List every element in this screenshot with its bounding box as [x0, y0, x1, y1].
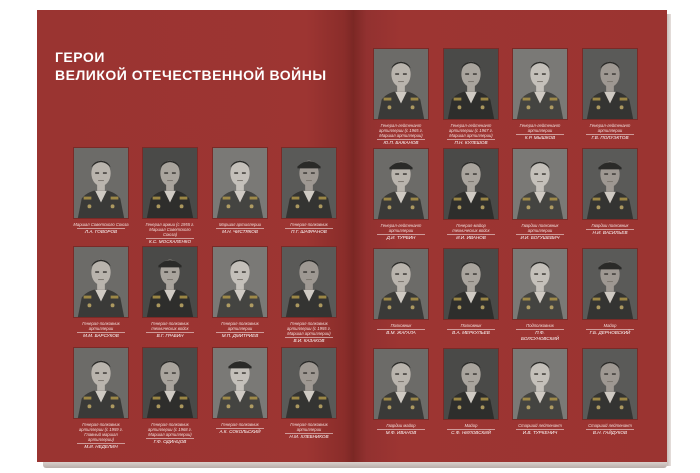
portrait-rank: Старший лейтенант	[518, 423, 562, 428]
portrait-card	[373, 348, 429, 436]
portrait-card	[443, 148, 499, 241]
portrait-rank: Генерал-полковник	[290, 222, 328, 227]
portrait-name: К.С. МОСКАЛЕНКО	[146, 238, 194, 245]
portrait-name: М.Н. ЧИСТЯКОВ	[216, 228, 264, 235]
left-page	[37, 10, 354, 462]
portrait-rank: Генерал-полковник	[221, 422, 259, 427]
portrait-photo	[373, 148, 429, 220]
portrait-card	[582, 48, 638, 141]
portrait-photo	[582, 348, 638, 420]
portrait-name: Н.М. ХЛЕБНИКОВ	[285, 433, 333, 440]
portrait-name: Г.Б. ДЕРНОВСКИЙ	[586, 329, 634, 336]
portrait-name: Г.Ф. ОДИНЦОВ	[146, 438, 194, 445]
portrait-rank: Полковник	[390, 323, 412, 328]
portrait-name: И.И. ИВАНОВ	[447, 234, 495, 241]
portrait-card	[443, 348, 499, 436]
portrait-card	[281, 347, 337, 440]
portrait-rank: Маршал Советского Союза	[73, 222, 129, 227]
portrait-name: М.П. ДМИТРИЕВ	[216, 332, 264, 339]
portrait-photo	[443, 48, 499, 120]
portrait-rank: Генерал-полковник артиллерии (с 1968 г. Маршал артиллерии)	[147, 422, 193, 437]
portrait-name: Л.А. ГОВОРОВ	[77, 228, 125, 235]
portrait-card	[212, 347, 268, 435]
portrait-photo	[443, 248, 499, 320]
portrait-rank: Генерал-лейтенант артиллерии	[589, 123, 631, 133]
portrait-name: М.И. НЕДЕЛИН	[77, 443, 125, 450]
portrait-card	[582, 248, 638, 336]
portrait-rank: Майор	[464, 423, 478, 428]
portrait-rank: Полковник	[460, 323, 482, 328]
portrait-rank: Подполковник	[526, 323, 554, 328]
portrait-name: П.Ф. БОЛСУНОВСКИЙ	[516, 329, 564, 342]
portrait-rank: Гвардии полковник артиллерии	[521, 223, 559, 233]
portrait-card	[73, 147, 129, 235]
portrait-card	[212, 147, 268, 235]
portrait-card	[512, 348, 568, 436]
portrait-card	[512, 148, 568, 241]
portrait-name: П.Н. КУЛЕШОВ	[447, 139, 495, 146]
portrait-photo	[281, 246, 337, 318]
portrait-name: К.Р. МЫШКОВ	[516, 134, 564, 141]
portrait-rank: Генерал-полковник артиллерии	[82, 321, 120, 331]
portrait-name: В.Н. ГАЙДУКОВ	[586, 429, 634, 436]
portrait-name: Г.В. ПОЛУЭКТОВ	[586, 134, 634, 141]
portrait-photo	[212, 347, 268, 419]
portrait-photo	[142, 147, 198, 219]
portrait-name: В.И. КАЗАКОВ	[285, 337, 333, 344]
portrait-photo	[582, 248, 638, 320]
portrait-photo	[73, 246, 129, 318]
portrait-photo	[512, 48, 568, 120]
portrait-rank: Генерал армии (с 1955 г. Маршал Советского Союза)	[145, 222, 195, 237]
portrait-photo	[142, 246, 198, 318]
portrait-photo	[582, 48, 638, 120]
portrait-rank: Генерал-полковник артиллерии	[221, 321, 259, 331]
book-spread	[37, 10, 667, 470]
portrait-rank: Генерал-майор технических войск	[452, 223, 490, 233]
right-page	[354, 10, 667, 462]
portrait-card	[73, 246, 129, 339]
portrait-photo	[373, 348, 429, 420]
portrait-name: Ю.П. БАЖАНОВ	[377, 139, 425, 146]
portrait-photo	[443, 348, 499, 420]
portrait-card	[582, 148, 638, 236]
portrait-photo	[212, 147, 268, 219]
portrait-name: С.Ф. НИЛОВСКИЙ	[447, 429, 495, 436]
portrait-card	[142, 347, 198, 445]
portrait-name: В.Г. ГРАБИН	[146, 332, 194, 339]
portrait-photo	[281, 147, 337, 219]
portrait-name: В.А. МЕРКУЛЬЕВ	[447, 329, 495, 336]
portrait-card	[512, 248, 568, 342]
title-line-1: ГЕРОИ	[55, 49, 105, 65]
portrait-card	[582, 348, 638, 436]
portrait-card	[281, 147, 337, 235]
portrait-card	[142, 246, 198, 339]
portrait-photo	[281, 347, 337, 419]
portrait-rank: Гвардии полковник	[591, 223, 629, 228]
portrait-card	[281, 246, 337, 344]
portrait-rank: Майор	[603, 323, 617, 328]
portrait-rank: Генерал-полковник артиллерии (с 1959 г. Главный маршал артиллерии)	[78, 422, 124, 442]
page-edge-bottom	[43, 462, 667, 468]
portrait-card	[443, 48, 499, 146]
portrait-rank: Генерал-лейтенант артиллерии (с 1967 г. Маршал артиллерии)	[448, 123, 494, 138]
portrait-photo	[512, 348, 568, 420]
title-line-2: ВЕЛИКОЙ ОТЕЧЕСТВЕННОЙ ВОЙНЫ	[55, 67, 327, 83]
portrait-name: Д.И. ТУРБИН	[377, 234, 425, 241]
portrait-card	[512, 48, 568, 141]
portrait-name: И.И. БОГУШЕВИЧ	[516, 234, 564, 241]
portrait-rank: Генерал-лейтенант артиллерии	[380, 223, 422, 233]
portrait-card	[212, 246, 268, 339]
portrait-photo	[582, 148, 638, 220]
portrait-name: И.В. ТУРКЕНИЧ	[516, 429, 564, 436]
portrait-name: М.Ф. ИВАНОВ	[377, 429, 425, 436]
page-edge-right	[667, 14, 671, 466]
portrait-card	[73, 347, 129, 450]
portrait-name: В.М. ЖАГАЛА	[377, 329, 425, 336]
portrait-rank: Гвардии майор	[386, 423, 416, 428]
portrait-photo	[512, 148, 568, 220]
portrait-name: П.Г. ШАФРАНОВ	[285, 228, 333, 235]
portrait-card	[373, 48, 429, 146]
portrait-card	[373, 248, 429, 336]
portrait-card	[373, 148, 429, 241]
portrait-name: М.М. БАРСУКОВ	[77, 332, 125, 339]
portrait-rank: Генерал-полковник технических войск	[151, 321, 189, 331]
portrait-photo	[73, 347, 129, 419]
portrait-photo	[373, 48, 429, 120]
portrait-photo	[443, 148, 499, 220]
portrait-rank: Генерал-полковник артиллерии	[290, 422, 328, 432]
portrait-rank: Маршал артиллерии	[219, 222, 261, 227]
portrait-card	[142, 147, 198, 245]
portrait-rank: Генерал-лейтенант артиллерии	[519, 123, 561, 133]
portrait-photo	[512, 248, 568, 320]
portrait-photo	[212, 246, 268, 318]
portrait-card	[443, 248, 499, 336]
portrait-photo	[142, 347, 198, 419]
portrait-photo	[73, 147, 129, 219]
portrait-name: Н.И. ВАСИЛЬЕВ	[586, 229, 634, 236]
portrait-photo	[373, 248, 429, 320]
portrait-rank: Старший лейтенант	[588, 423, 632, 428]
page-title	[55, 48, 327, 84]
portrait-name: А.К. СОКОЛЬСКИЙ	[216, 428, 264, 435]
portrait-rank: Генерал-полковник артиллерии (с 1955 г. Маршал артиллерии)	[286, 321, 332, 336]
portrait-rank: Генерал-лейтенант артиллерии (с 1965 г. Маршал артиллерии)	[378, 123, 424, 138]
